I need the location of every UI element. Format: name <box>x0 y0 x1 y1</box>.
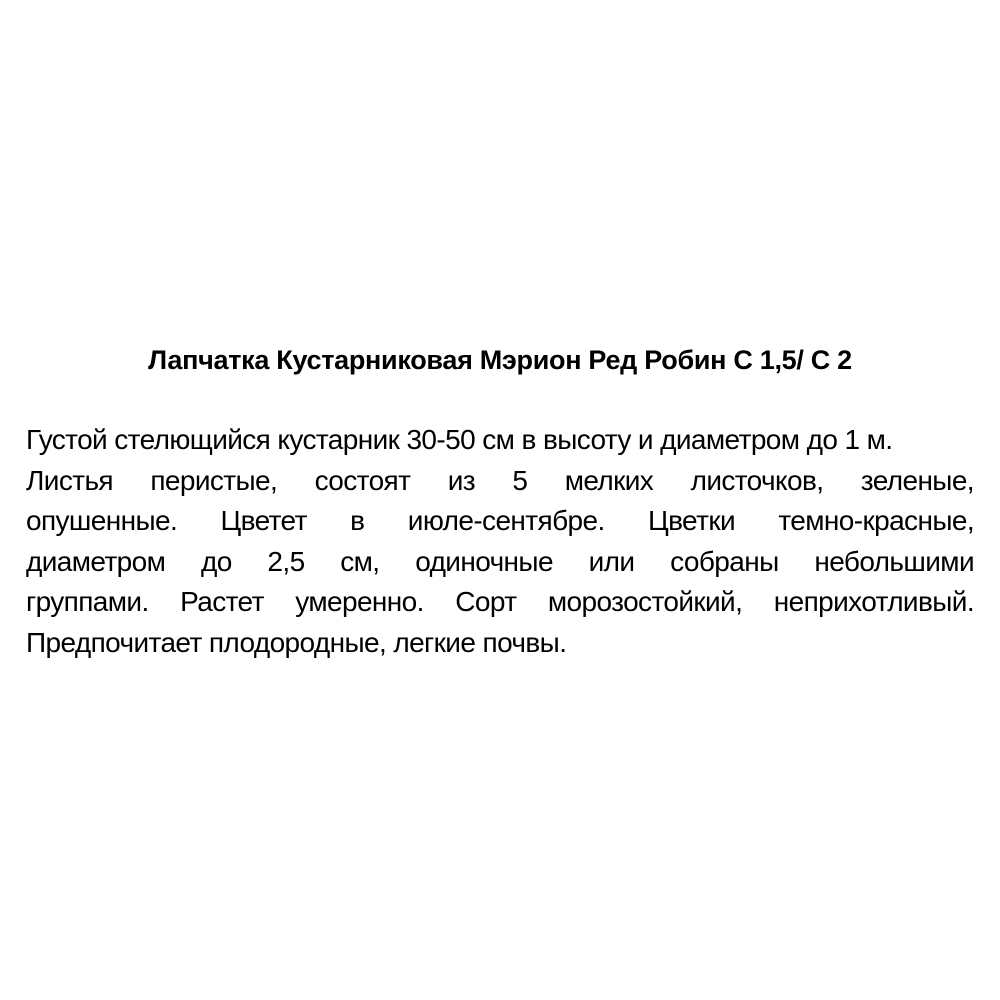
description-line-6: Предпочитает плодородные, легкие почвы. <box>26 626 567 658</box>
description-line-4: диаметром до 2,5 см, одиночные или собраны небольшими <box>26 545 974 577</box>
description-line-2: Листья перистые, состоят из 5 мелких листочков, зеленые, <box>26 464 974 496</box>
product-description <box>26 420 974 663</box>
description-line-1: Густой стелющийся кустарник 30-50 см в высоту и диаметром до 1 м. <box>26 424 893 455</box>
product-title: Лапчатка Кустарниковая Мэрион Ред Робин С 1,5/ С 2 <box>148 345 852 375</box>
description-line-5: группами. Растет умеренно. Сорт морозостойкий, неприхотливый. <box>26 586 974 617</box>
description-line-3: опушенные. Цветет в июле-сентябре. Цветки темно-красные, <box>26 505 974 536</box>
